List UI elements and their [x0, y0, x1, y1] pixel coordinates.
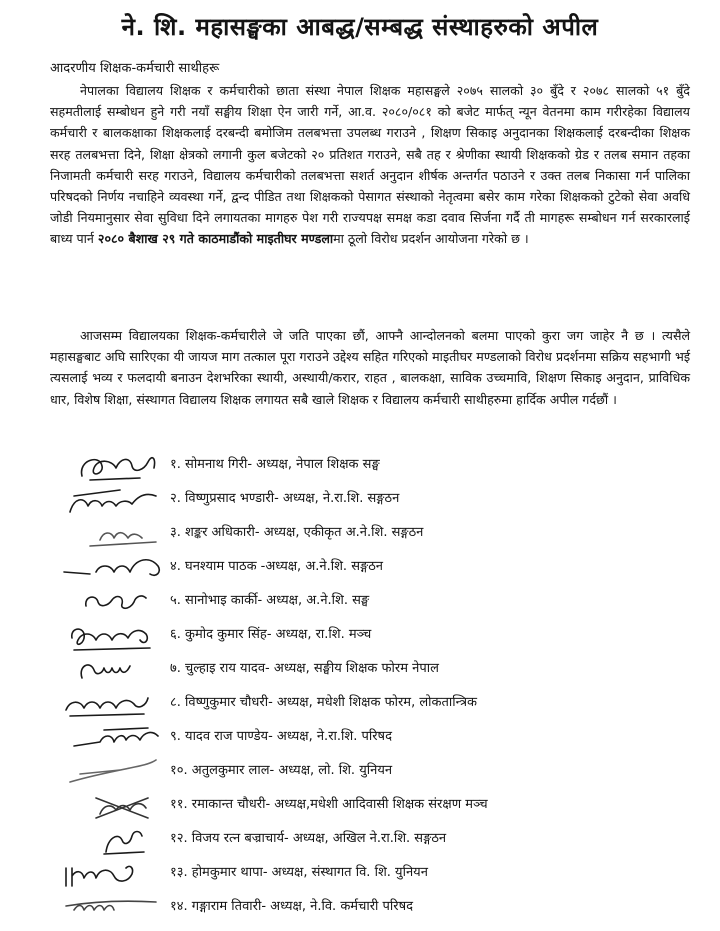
- signatory-text: ३. शङ्कर अधिकारी- अध्यक्ष, एकीकृत अ.ने.शि. सङ्गठन: [170, 525, 424, 540]
- signatory-row: [60, 890, 700, 924]
- signatory-row: [60, 482, 700, 516]
- signatory-row: [60, 448, 700, 482]
- signatory-row: [60, 754, 700, 788]
- signatory-text: १३. होमकुमार थापा- अध्यक्ष, संस्थागत वि. शि. युनियन: [170, 865, 428, 880]
- signatory-row: [60, 788, 700, 822]
- signatory-row: [60, 516, 700, 550]
- signatory-row: [60, 686, 700, 720]
- signatory-row: [60, 856, 700, 890]
- signatory-text: ११. रमाकान्त चौधरी- अध्यक्ष,मधेशी आदिवासी शिक्षक संरक्षण मञ्च: [170, 797, 488, 812]
- signatory-text: १२. विजय रत्न बज्राचार्य- अध्यक्ष, अखिल ने.रा.शि. सङ्गठन: [170, 831, 447, 846]
- signatory-text: ७. चुल्हाइ राय यादव- अध्यक्ष, सङ्घीय शिक्षक फोरम नेपाल: [170, 661, 439, 676]
- signatory-text: ९. यादव राज पाण्डेय- अध्यक्ष, ने.रा.शि. परिषद: [170, 729, 392, 744]
- signatory-row: [60, 720, 700, 754]
- signatory-row: [60, 652, 700, 686]
- signatory-text: १. सोमनाथ गिरी- अध्यक्ष, नेपाल शिक्षक सङ्घ: [170, 457, 380, 472]
- signatory-text: १०. अतुलकुमार लाल- अध्यक्ष, लो. शि. युनियन: [170, 763, 393, 778]
- signatory-text: ८. विष्णुकुमार चौधरी- अध्यक्ष, मधेशी शिक्षक फोरम, लोकतान्त्रिक: [170, 695, 478, 710]
- signatory-row: [60, 550, 700, 584]
- signatory-row: [60, 822, 700, 856]
- paragraph-1-text: नेपालका विद्यालय शिक्षक र कर्मचारीको छाता संस्था नेपाल शिक्षक महासङ्घले २०७५ सालको ३० बुँदे र २०७८ सालको ५१ बुँदे सहमतीलाई सम्बोधन हुने गरी नयाँ सङ्घीय शिक्षा ऐन जारी गर्ने, आ.व. २०८०/०८१ को बजेट मार्फत् न्यून वेतनमा काम गरीरहेका विद्यालय कर्मचारी र बालकक्षाका शिक्षकलाई दरबन्दी बमोजिम तलबभत्ता उपलब्ध गराउने , शिक्षण सिकाइ अनुदानका शिक्षकलाई दरबन्दीका शिक्षक सरह तलबभत्ता दिने, शिक्षा क्षेत्रको लगानी कुल बजेटको २० प्रतिशत गराउने, सबै तह र श्रेणीका स्थायी शिक्षकको ग्रेड र तलब समान तहका निजामती कर्मचारी सरह गराउने, विद्यालय कर्मचारीको तलबभत्ता सशर्त अनुदान शीर्षक अन्तर्गत पठाउने र उक्त तलब निकासा गर्न पालिका परिषदको निर्णय नचाहिने व्यवस्था गर्ने, द्वन्द पीडित तथा शिक्षकको पेसागत संस्थाको नेतृत्वमा बसेर काम गरेका शिक्षकको टुटेको सेवा अवधि जोडी नियमानुसार सेवा सुविधा दिने लगायतका मागहरु पेश गरी राज्यपक्ष समक्ष कडा दवाव सिर्जना गर्दै ती मागहरू सम्बोधन गर्न सरकारलाई बाध्य पार्न: [50, 83, 690, 247]
- signatory-row: [60, 618, 700, 652]
- signatory-text: २. विष्णुप्रसाद भण्डारी- अध्यक्ष, ने.रा.शि. सङ्गठन: [170, 491, 400, 506]
- signatory-text: १४. गङ्गाराम तिवारी- अध्यक्ष, ने.वि. कर्मचारी परिषद: [170, 899, 414, 914]
- signatory-row: [60, 584, 700, 618]
- appeal-paragraph-2: आजसम्म विद्यालयका शिक्षक-कर्मचारीले जे जति पाएका छौं, आफ्नै आन्दोलनको बलमा पाएको कुरा जग जाहेर नै छ । त्यसैले महासङ्घबाट अघि सारिएका यी जायज माग तत्काल पूरा गराउने उद्देश्य सहित गरिएको माइतीघर मण्डलाको विरोध प्रदर्शनमा सक्रिय सहभागी भई त्यसलाई भव्य र फलदायी बनाउन देशभरिका स्थायी, अस्थायी/करार, राहत , बालकक्षा, साविक उच्चमावि, शिक्षण सिकाइ अनुदान, प्राविधिक धार, विशेष शिक्षा, संस्थागत विद्यालय शिक्षक लगायत सबै खाले शिक्षक र विद्यालय कर्मचारी साथीहरुमा हार्दिक अपील गर्दछौं ।: [50, 328, 690, 407]
- paragraph-1-end: मा ठूलो विरोध प्रदर्शन आयोजना गरेको छ ।: [333, 231, 529, 247]
- document-title: ने. शि. महासङ्घका आबद्ध/सम्बद्ध संस्थाहरुको अपील: [121, 13, 599, 41]
- signatory-text: ५. सानोभाइ कार्की- अध्यक्ष, अ.ने.शि. सङ्घ: [170, 593, 370, 608]
- salutation: आदरणीय शिक्षक-कर्मचारी साथीहरू: [50, 61, 220, 76]
- protest-date-venue: २०८० बैशाख २९ गते काठमाडौंको माइतीघर मण्डला: [97, 231, 334, 247]
- signatory-text: ४. घनश्याम पाठक -अध्यक्ष, अ.ने.शि. सङ्गठन: [170, 559, 383, 574]
- signatory-text: ६. कुमोद कुमार सिंह- अध्यक्ष, रा.शि. मञ्च: [170, 627, 372, 642]
